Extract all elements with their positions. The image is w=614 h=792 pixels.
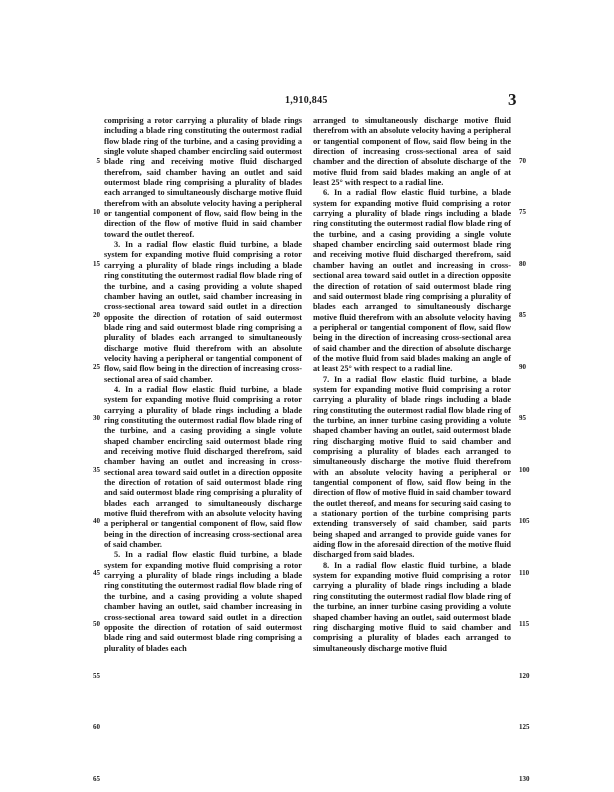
line-number-right: 130 xyxy=(519,775,530,783)
line-number-left: 5 xyxy=(96,157,100,165)
left-paragraph: comprising a rotor carrying a plurality of blade rings including a blade ring constituting the outermost radial flow blade ring of the turbine, and a casing providing a single volute shaped chamber encircling said outermost blade ring and receiving motive fluid discharged therefrom, said chamber having an outlet and said outermost blade ring comprising a plurality of blades each arranged to simultaneously discharge motive fluid therefrom with an absolute velocity having a peripheral or tangential component of flow, said flow being in the direction of the flow of motive fluid in said chamber toward the outlet thereof. xyxy=(104,116,302,239)
claim-5: 5. In a radial flow elastic fluid turbine, a blade system for expanding motive fluid comprising a rotor carrying a plurality of blade rings including a blade ring constituting the outermost radial flow blade ring of the turbine, and a casing providing a volute shaped chamber having an outlet, said chamber increasing in cross-sectional area toward said outlet in a direction opposite the direction of rotation of said outermost blade ring and said outermost blade ring comprising a plurality of blades each xyxy=(104,550,302,653)
line-number-left: 10 xyxy=(93,208,100,216)
line-number-right: 115 xyxy=(519,620,530,628)
line-number-left: 30 xyxy=(93,414,100,422)
page-number: 3 xyxy=(508,90,517,109)
right-paragraph: arranged to simultaneously discharge motive fluid therefrom with an absolute velocity having a peripheral or tangential component of flow, said flow being in the direction of increasing cross-sectional area of said chamber and the direction of absolute discharge of the motive fluid from said blades making an angle of at least 25° with respect to a radial line. xyxy=(313,116,511,188)
claim-3: 3. In a radial flow elastic fluid turbine, a blade system for expanding motive fluid comprising a rotor carrying a plurality of blade rings including a blade ring constituting the outermost radial flow blade ring of the turbine, and a casing providing a volute shaped chamber having an outlet, said chamber increasing in cross-sectional area toward said outlet in a direction opposite the direction of rotation of said outermost blade ring and said outermost blade ring comprising a plurality of blades each arranged to simultaneously discharge motive fluid therefrom with an absolute velocity having a peripheral or tangential component of flow, said flow being in the direction of increasing cross-sectional area of said chamber. xyxy=(104,240,302,384)
claim-7: 7. In a radial flow elastic fluid turbine, a blade system for expanding motive fluid comprising a rotor carrying a plurality of blade rings including a blade ring constituting the outermost radial flow blade ring of the turbine, an inner turbine casing providing a volute shaped chamber having an outlet, said outermost blade ring discharging motive fluid to said chamber and comprising a plurality of blades each arranged to simultaneously discharge the motive fluid therefrom with an absolute velocity having a peripheral or tangential component of flow, said flow being in the direction of flow of motive fluid in said chamber toward the outlet thereof, and means for securing said casing to a stationary portion of the turbine comprising parts extending transversely of said chamber, said parts being shaped and arranged to provide guide vanes for aiding flow in the aforesaid direction of the motive fluid discharged from said blades. xyxy=(313,374,511,560)
left-text-column xyxy=(104,116,302,654)
line-number-right: 95 xyxy=(519,414,526,422)
line-number-right: 105 xyxy=(519,517,530,525)
line-number-left: 55 xyxy=(93,672,100,680)
line-number-left: 15 xyxy=(93,260,100,268)
line-number-left: 60 xyxy=(93,723,100,731)
patent-number: 1,910,845 xyxy=(285,95,328,106)
claim-6: 6. In a radial flow elastic fluid turbine, a blade system for expanding motive fluid comprising a rotor carrying a plurality of blade rings including a blade ring constituting the outermost radial flow blade ring of the turbine, and a casing providing a single volute shaped chamber encircling said outermost blade ring and receiving motive fluid discharged therefrom, said chamber having an outlet and increasing in cross-sectional area toward said outlet in a direction opposite the direction of rotation of said outermost blade ring and said outermost blade ring comprising a plurality of blades each arranged to simultaneously discharge motive fluid therefrom with an absolute velocity having a peripheral or tangential component of flow, said flow being in the direction of increasing cross-sectional area of said chamber and the direction of absolute discharge of the motive fluid from said blades making an angle of at least 25° with respect to a radial line. xyxy=(313,188,511,374)
line-number-right: 85 xyxy=(519,311,526,319)
line-number-left: 35 xyxy=(93,466,100,474)
line-number-left: 45 xyxy=(93,569,100,577)
line-number-right: 75 xyxy=(519,208,526,216)
line-number-left: 25 xyxy=(93,363,100,371)
line-number-left: 50 xyxy=(93,620,100,628)
line-number-right: 80 xyxy=(519,260,526,268)
line-number-right: 90 xyxy=(519,363,526,371)
claim-4: 4. In a radial flow elastic fluid turbine, a blade system for expanding motive fluid comprising a rotor carrying a plurality of blade rings including a blade ring constituting the outermost radial flow blade ring of the turbine, and a casing providing a single volute shaped chamber encircling said outermost blade ring and receiving motive fluid discharged therefrom, said chamber having an outlet and increasing in cross-sectional area toward said outlet in a direction opposite the direction of rotation of said outermost blade ring and said outermost blade ring comprising a plurality of blades each arranged to simultaneously discharge motive fluid therefrom with an absolute velocity having a peripheral or tangential component of flow, said flow being in the direction of increasing cross-sectional area of said chamber. xyxy=(104,384,302,550)
line-number-right: 125 xyxy=(519,723,530,731)
line-number-left: 40 xyxy=(93,517,100,525)
claim-8: 8. In a radial flow elastic fluid turbine, a blade system for expanding motive fluid comprising a rotor carrying a plurality of blade rings including a blade ring constituting the outermost radial flow blade ring of the turbine, an inner turbine casing providing a volute shaped chamber having an outlet, said outermost blade ring discharging motive fluid to said chamber and comprising a plurality of blades each arranged to simultaneously discharge motive fluid xyxy=(313,560,511,653)
line-number-right: 70 xyxy=(519,157,526,165)
line-number-left: 65 xyxy=(93,775,100,783)
right-text-column xyxy=(313,116,511,654)
line-number-left: 20 xyxy=(93,311,100,319)
line-number-right: 100 xyxy=(519,466,530,474)
line-number-right: 120 xyxy=(519,672,530,680)
line-number-right: 110 xyxy=(519,569,530,577)
